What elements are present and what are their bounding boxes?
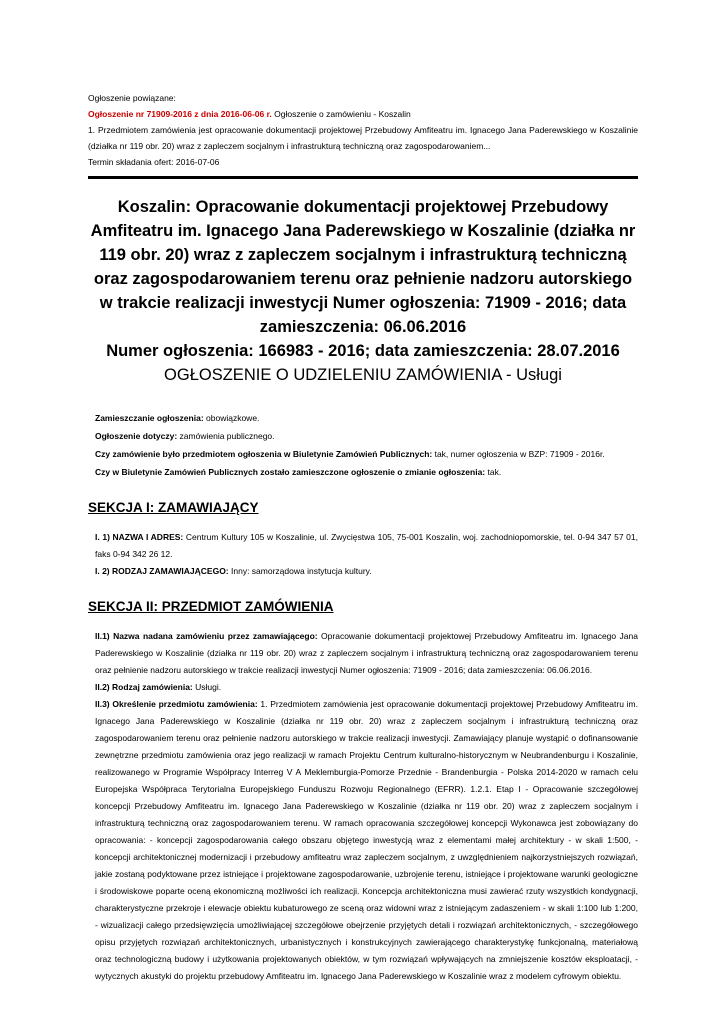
section-ii-heading: SEKCJA II: PRZEDMIOT ZAMÓWIENIA (88, 599, 334, 614)
related-notice-header (88, 90, 638, 170)
section-item (95, 679, 638, 696)
meta-label: Czy w Biuletynie Zamówień Publicznych zostało zamieszczone ogłoszenie o zmianie ogłoszenia: (95, 467, 486, 477)
section-i-items (88, 529, 638, 580)
meta-row (95, 445, 638, 463)
section-item (95, 529, 638, 563)
item-value: 1. Przedmiotem zamówienia jest opracowanie dokumentacji projektowej Przebudowy Amfiteatru im. Ignacego Jana Paderewskiego w Koszalinie (działka nr 119 obr. 20) wraz z zapleczem socjalnym i infrastrukturą techniczną oraz zagospodarowaniem terenu oraz pełnienie nadzoru autorskiego w trakcie realizacji inwestycji. Zamawiający planuje wystąpić o dofinansowanie zewnętrzne przedmiotu zamówienia oraz jego realizacji w ramach Projektu Centrum kulturalno-historycznym w Neubrandenburgu i Koszalinie, realizowanego w Programie Współpracy Interreg V A Meklemburgia-Pomorze Przednie - Brandenburgia - Polska 2014-2020 w ramach celu Europejska Współpraca Terytorialna Europejskiego Funduszu Rozwoju Regionalnego (EFRR). 1.2.1. Etap I - Opracowanie szczegółowej koncepcji Przebudowy Amfiteatru im. Ignacego Jana Paderewskiego w Koszalinie (działka nr 119 obr. 20) wraz z zapleczem socjalnym i infrastrukturą techniczną oraz zagospodarowaniem terenu. W ramach opracowania szczegółowej koncepcji Wykonawca jest zobowiązany do opracowania: - koncepcji zagospodarowania całego obszaru objętego inwestycją wraz z elementami małej architektury - w skali 1:500, - koncepcji architektonicznej modernizacji i przebudowy amfiteatru wraz zapleczem socjalnym, z uwzględnieniem najkorzystniejszych rozwiązań, jakie zostaną podyktowane przez istniejące i projektowane zagospodarowanie, uzbrojenie terenu, istniejące i projektowane warunki geologiczne i środowiskowe poparte oceną ekonomiczną możliwości ich realizacji. Koncepcja architektoniczna musi zawierać rzuty wszystkich kondygnacji, charakterystyczne przekroje i elewacje obiektu kubaturowego ze sceną oraz widowni wraz z istniejącym zadaszeniem - w skali 1:100 lub 1:200, - wizualizacji całego przedsięwzięcia umożliwiającej szczegółowe obejrzenie przyjętych detali i rozwiązań architektonicznych, - szczegółowego opisu przyjętych rozwiązań architektonicznych, urbanistycznych i konstrukcyjnych zawierającego charakterystykę funkcjonalną, materiałową oraz technologiczną budowy i użytkowania projektowanych obiektów, w tym rozwiązań wpływających na zmniejszenie kosztów eksploatacji, - wytycznych akustyki do projektu przebudowy Amfiteatru im. Ignacego Jana Paderewskiego w Koszalinie wraz z modelem cyfrowym obiektu. (95, 699, 638, 981)
notice-type-subtitle: OGŁOSZENIE O UDZIELENIU ZAMÓWIENIA - Usługi (164, 366, 562, 384)
meta-value: tak, numer ogłoszenia w BZP: 71909 - 2016r. (432, 449, 605, 459)
section-item (95, 563, 638, 580)
meta-value: tak. (485, 467, 502, 477)
submission-deadline: Termin składania ofert: 2016-07-06 (88, 157, 220, 167)
section-item (95, 696, 638, 985)
item-value: Inny: samorządowa instytucja kultury. (228, 566, 372, 576)
related-notice-line (88, 106, 638, 122)
notice-title-block (88, 195, 638, 387)
notice-number-line: Numer ogłoszenia: 166983 - 2016; data zamieszczenia: 28.07.2016 (106, 342, 620, 360)
meta-value: obowiązkowe. (203, 413, 260, 423)
item-label: I. 2) RODZAJ ZAMAWIAJĄCEGO: (95, 566, 229, 576)
meta-row (95, 409, 638, 427)
item-value: Opracowanie dokumentacji projektowej Przebudowy Amfiteatru im. Ignacego Jana Paderewskiego w Koszalinie (działka nr 119 obr. 20) wraz z zapleczem socjalnym i infrastrukturą techniczną oraz zagospodarowaniem terenu oraz pełnienie nadzoru autorskiego w trakcie realizacji inwestycji Numer ogłoszenia: 71909 - 2016; data zamieszczenia: 06.06.2016. (95, 631, 638, 675)
item-label: II.2) Rodzaj zamówienia: (95, 682, 193, 692)
item-label: II.1) Nazwa nadana zamówieniu przez zamawiającego: (95, 631, 318, 641)
meta-value: zamówienia publicznego. (177, 431, 275, 441)
notice-meta (88, 409, 638, 481)
meta-label: Czy zamówienie było przedmiotem ogłoszenia w Biuletynie Zamówień Publicznych: (95, 449, 433, 459)
meta-row (95, 427, 638, 445)
related-label: Ogłoszenie powiązane: (88, 93, 176, 103)
item-label: I. 1) NAZWA I ADRES: (95, 532, 184, 542)
section-item (95, 628, 638, 679)
related-notice-link[interactable]: Ogłoszenie nr 71909-2016 z dnia 2016-06-06 r. (88, 109, 272, 119)
meta-label: Zamieszczanie ogłoszenia: (95, 413, 204, 423)
meta-label: Ogłoszenie dotyczy: (95, 431, 178, 441)
section-i-heading: SEKCJA I: ZAMAWIAJĄCY (88, 500, 259, 515)
section-ii-items (88, 628, 638, 985)
meta-row (95, 463, 638, 481)
item-label: II.3) Określenie przedmiotu zamówienia: (95, 699, 258, 709)
divider-line (88, 176, 638, 179)
item-value: Usługi. (192, 682, 222, 692)
related-notice-suffix: Ogłoszenie o zamówieniu - Koszalin (271, 109, 411, 119)
notice-title: Koszalin: Opracowanie dokumentacji projektowej Przebudowy Amfiteatru im. Ignacego Jana Paderewskiego w Koszalinie (działka nr 119 obr. 20) wraz z zapleczem socjalnym i infrastrukturą techniczną oraz zagospodarowaniem terenu oraz pełnienie nadzoru autorskiego w trakcie realizacji inwestycji Numer ogłoszenia: 71909 - 2016; data zamieszczenia: 06.06.2016 (90, 198, 636, 336)
item-value: Centrum Kultury 105 w Koszalinie, ul. Zwycięstwa 105, 75-001 Koszalin, woj. zachodniopomorskie, tel. 0-94 347 57 01, faks 0-94 342 26 12. (95, 532, 638, 559)
related-description: 1. Przedmiotem zamówienia jest opracowanie dokumentacji projektowej Przebudowy Amfiteatru im. Ignacego Jana Paderewskiego w Koszalinie (działka nr 119 obr. 20) wraz z zapleczem socjalnym i infrastrukturą techniczną oraz zagospodarowaniem... (88, 125, 638, 151)
